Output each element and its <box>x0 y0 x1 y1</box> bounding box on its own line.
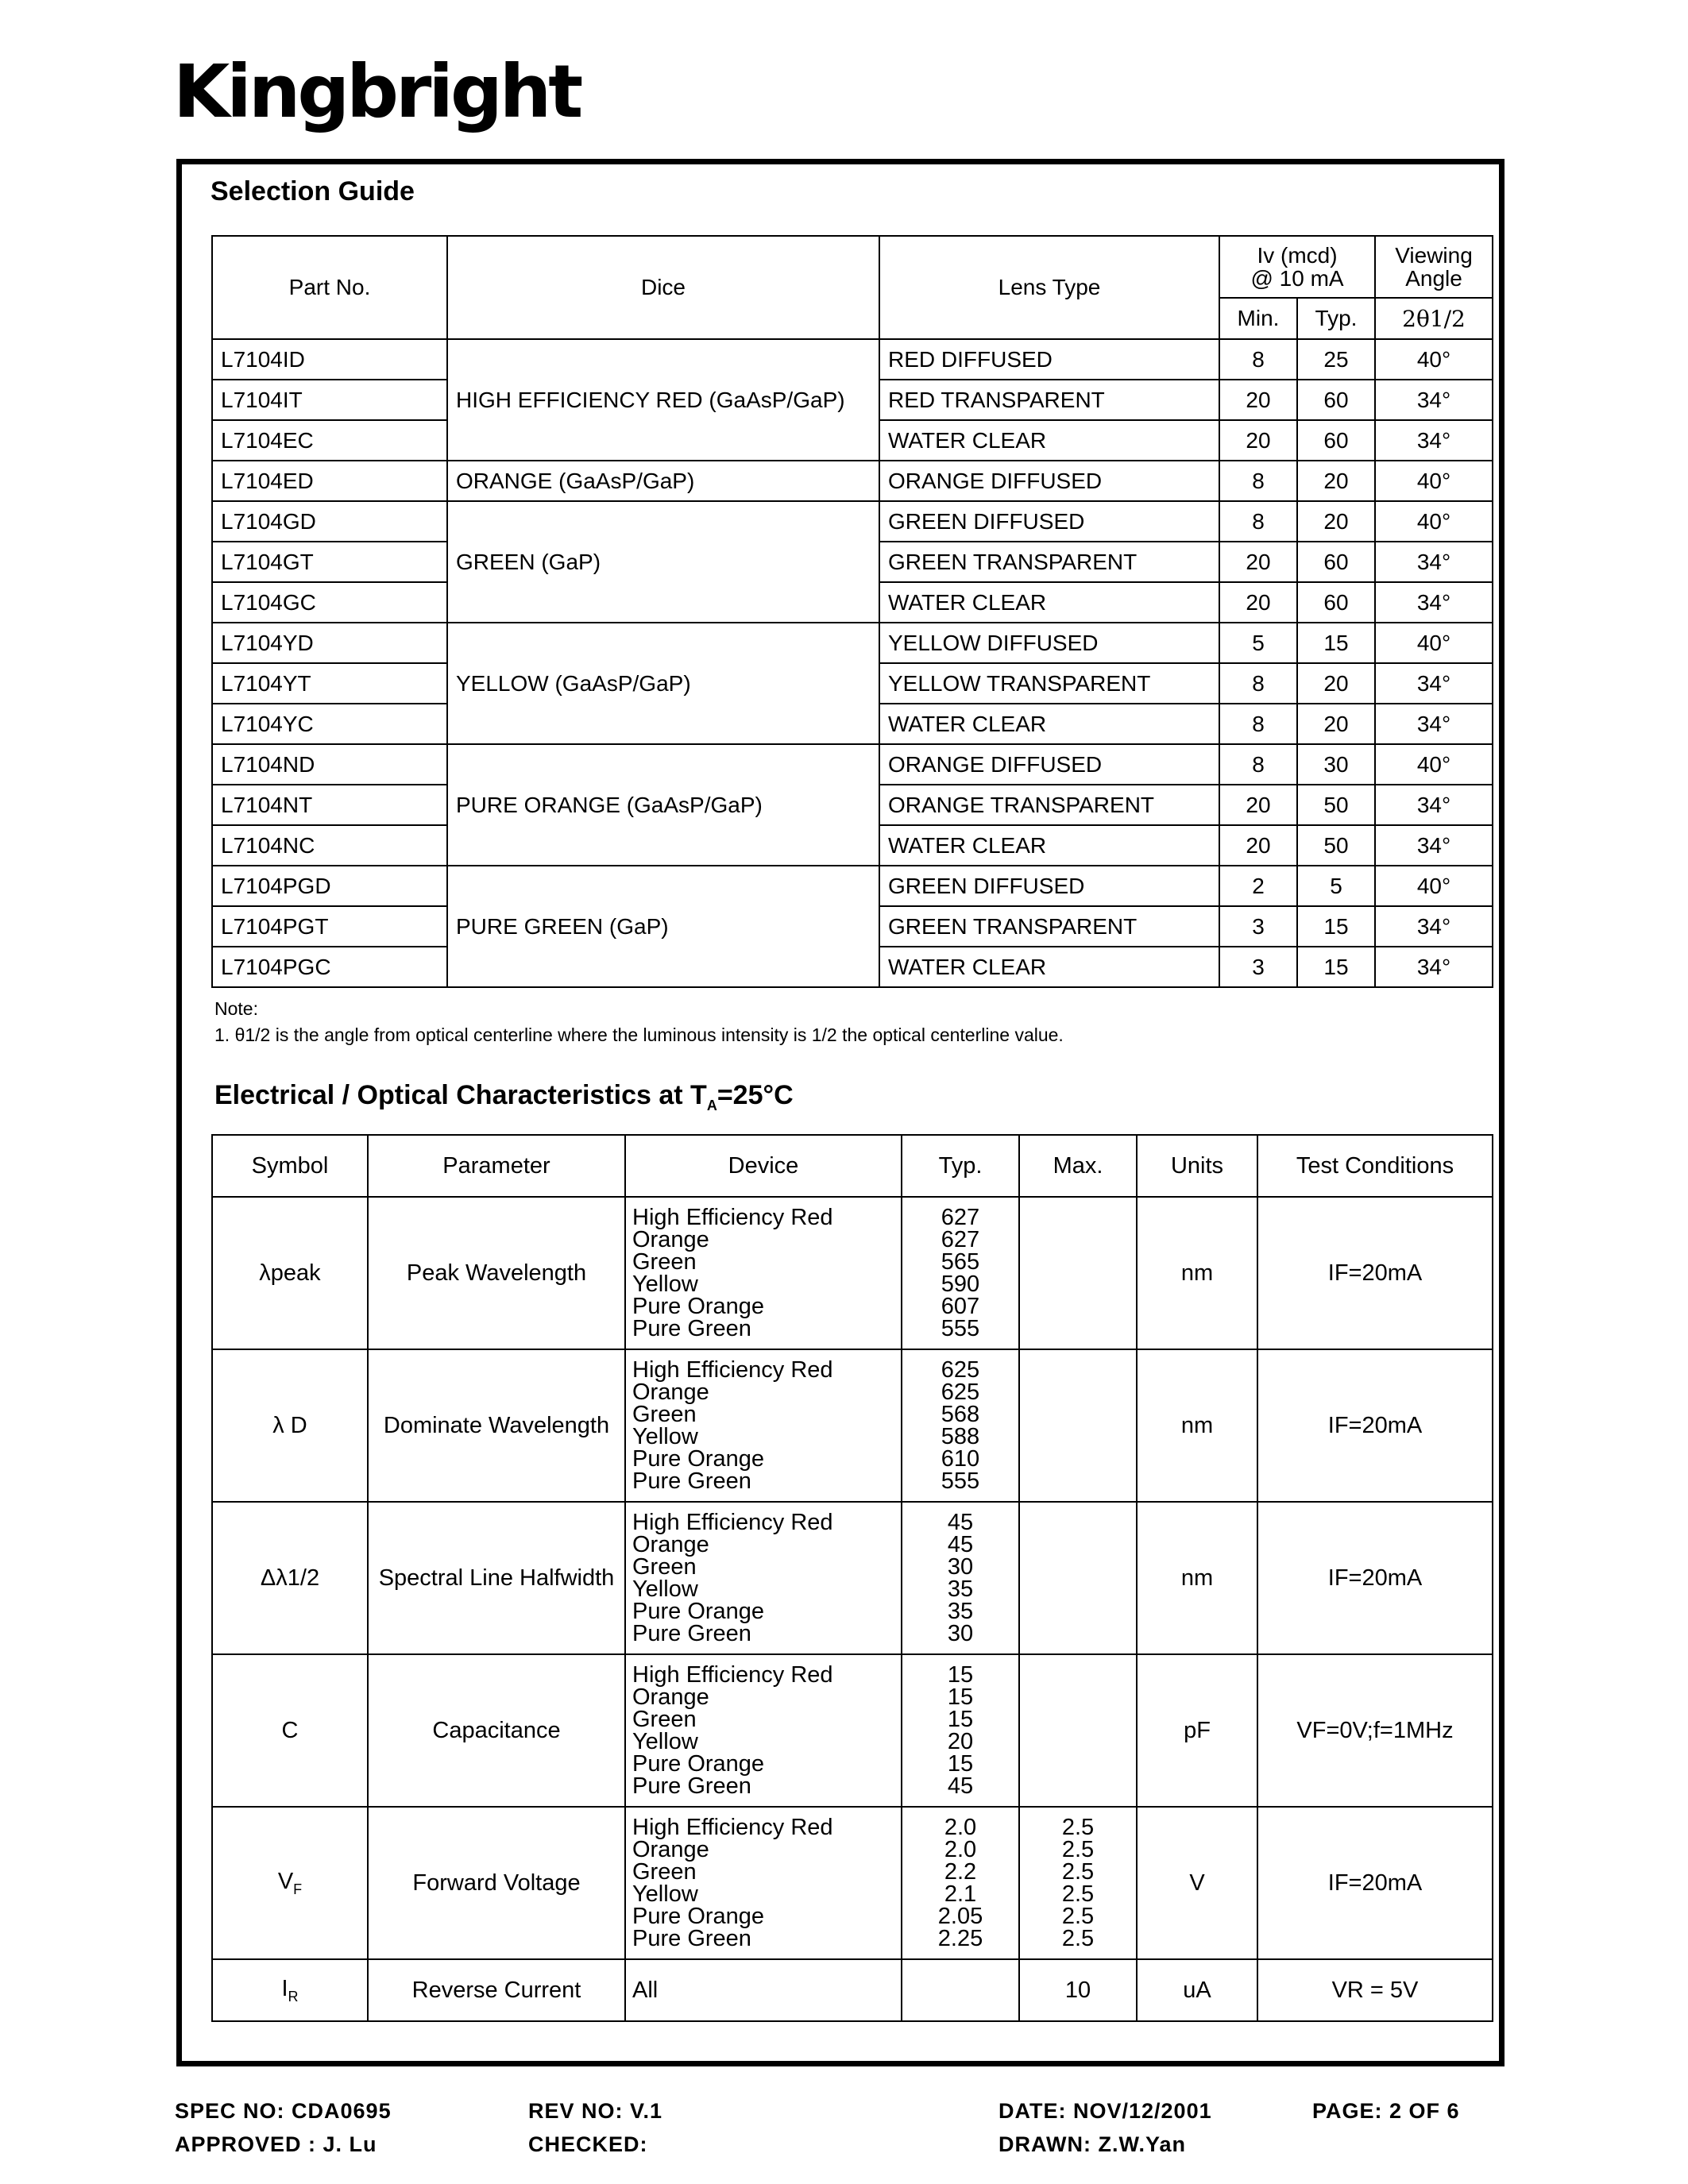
max-cell <box>1019 1807 1137 1959</box>
viewing-angle-cell: 34° <box>1375 420 1493 461</box>
col-device: Device <box>625 1135 902 1197</box>
checked: CHECKED: <box>528 2132 648 2156</box>
lens-type-cell: GREEN TRANSPARENT <box>879 906 1219 947</box>
symbol-cell <box>212 1807 368 1959</box>
parameter-cell: Peak Wavelength <box>368 1197 625 1349</box>
typ-value: 35 <box>947 1599 974 1624</box>
viewing-angle-cell: 34° <box>1375 380 1493 420</box>
viewing-angle-cell: 34° <box>1375 825 1493 866</box>
dice-cell: PURE ORANGE (GaAsP/GaP) <box>447 744 879 866</box>
max-value: 2.5 <box>1061 1859 1095 1885</box>
selection-guide-table <box>211 235 1493 988</box>
units-cell: V <box>1137 1807 1257 1959</box>
device-name: Green <box>632 1402 697 1427</box>
typ-cell <box>902 1349 1019 1502</box>
iv-typ-cell: 15 <box>1297 906 1375 947</box>
test-conditions-cell: VR = 5V <box>1257 1959 1493 2021</box>
table-row <box>212 1502 1493 1654</box>
electrical-title-suffix: =25°C <box>717 1080 794 1110</box>
symbol-cell <box>212 1349 368 1502</box>
test-conditions-cell: IF=20mA <box>1257 1502 1493 1654</box>
typ-cell <box>902 1197 1019 1349</box>
iv-typ-cell: 20 <box>1297 704 1375 744</box>
max-value: 2.5 <box>1061 1815 1095 1840</box>
part-no-cell: L7104YC <box>212 704 447 744</box>
iv-min-cell: 20 <box>1219 825 1297 866</box>
typ-value: 15 <box>947 1707 974 1732</box>
device-name: High Efficiency Red <box>632 1357 833 1383</box>
parameter-cell: Capacitance <box>368 1654 625 1807</box>
typ-value: 625 <box>941 1357 980 1383</box>
max-cell: 10 <box>1019 1959 1137 2021</box>
table-row <box>212 1349 1493 1502</box>
col-iv <box>1219 236 1375 298</box>
lens-type-cell: ORANGE TRANSPARENT <box>879 785 1219 825</box>
symbol-cell <box>212 1502 368 1654</box>
device-cell <box>625 1502 902 1654</box>
iv-min-cell: 20 <box>1219 785 1297 825</box>
part-no-cell: L7104GC <box>212 582 447 623</box>
viewing-angle-cell: 40° <box>1375 623 1493 663</box>
page-number: PAGE: 2 OF 6 <box>1312 2099 1460 2123</box>
part-no-cell: L7104ID <box>212 339 447 380</box>
iv-typ-cell: 50 <box>1297 785 1375 825</box>
symbol-text: λpeak <box>259 1260 321 1286</box>
typ-value: 45 <box>947 1773 974 1799</box>
device-name: Green <box>632 1249 697 1275</box>
col-max: Max. <box>1019 1135 1137 1197</box>
typ-value: 2.0 <box>944 1815 977 1840</box>
iv-min-cell: 8 <box>1219 339 1297 380</box>
dice-cell: GREEN (GaP) <box>447 501 879 623</box>
test-conditions-cell: IF=20mA <box>1257 1349 1493 1502</box>
part-no-cell: L7104IT <box>212 380 447 420</box>
device-name: Orange <box>632 1837 709 1862</box>
typ-value: 2.1 <box>944 1881 977 1907</box>
symbol-cell <box>212 1959 368 2021</box>
lens-type-cell: WATER CLEAR <box>879 420 1219 461</box>
device-name: High Efficiency Red <box>632 1815 833 1840</box>
iv-typ-cell: 15 <box>1297 947 1375 987</box>
lens-type-cell: ORANGE DIFFUSED <box>879 461 1219 501</box>
device-name: Pure Orange <box>632 1294 765 1319</box>
iv-label: Iv (mcd) <box>1257 242 1338 268</box>
part-no-cell: L7104YD <box>212 623 447 663</box>
table-row <box>212 623 1493 663</box>
col-min: Min. <box>1219 298 1297 339</box>
iv-min-cell: 8 <box>1219 744 1297 785</box>
typ-value: 588 <box>941 1424 980 1449</box>
symbol-cell <box>212 1197 368 1349</box>
device-name: Yellow <box>632 1271 698 1297</box>
kingbright-logo: Kingbright <box>173 49 581 134</box>
typ-cell <box>902 1959 1019 2021</box>
typ-value: 555 <box>941 1468 980 1494</box>
parameter-cell: Dominate Wavelength <box>368 1349 625 1502</box>
iv-typ-cell: 15 <box>1297 623 1375 663</box>
iv-min-cell: 8 <box>1219 501 1297 542</box>
device-name: Green <box>632 1707 697 1732</box>
device-name: Pure Green <box>632 1773 751 1799</box>
iv-typ-cell: 60 <box>1297 582 1375 623</box>
device-name: Yellow <box>632 1729 698 1754</box>
lens-type-cell: GREEN TRANSPARENT <box>879 542 1219 582</box>
typ-value: 2.25 <box>937 1926 983 1951</box>
viewing-angle-cell: 40° <box>1375 501 1493 542</box>
viewing-angle-cell: 40° <box>1375 866 1493 906</box>
typ-value: 625 <box>941 1379 980 1405</box>
device-name: Yellow <box>632 1881 698 1907</box>
viewing-angle-cell: 40° <box>1375 744 1493 785</box>
max-cell <box>1019 1197 1137 1349</box>
col-lens-type: Lens Type <box>879 236 1219 339</box>
lens-type-cell: RED DIFFUSED <box>879 339 1219 380</box>
symbol-text: λ D <box>272 1412 307 1438</box>
typ-value: 30 <box>947 1621 974 1646</box>
iv-min-cell: 20 <box>1219 420 1297 461</box>
device-name: Orange <box>632 1227 709 1252</box>
device-name: Pure Green <box>632 1621 751 1646</box>
typ-value: 2.0 <box>944 1837 977 1862</box>
device-name: High Efficiency Red <box>632 1662 833 1688</box>
col-theta: 2θ1/2 <box>1375 298 1493 339</box>
device-name: Pure Green <box>632 1926 751 1951</box>
table-row <box>212 1197 1493 1349</box>
iv-min-cell: 20 <box>1219 542 1297 582</box>
typ-value: 555 <box>941 1316 980 1341</box>
table-row <box>212 1959 1493 2021</box>
symbol-text: V <box>277 1868 294 1894</box>
table-row <box>212 461 1493 501</box>
iv-typ-cell: 20 <box>1297 663 1375 704</box>
typ-value: 30 <box>947 1554 974 1580</box>
dice-cell: YELLOW (GaAsP/GaP) <box>447 623 879 744</box>
part-no-cell: L7104GD <box>212 501 447 542</box>
device-name: High Efficiency Red <box>632 1205 833 1230</box>
part-no-cell: L7104PGT <box>212 906 447 947</box>
dice-cell: ORANGE (GaAsP/GaP) <box>447 461 879 501</box>
device-name: Orange <box>632 1379 709 1405</box>
test-conditions-cell: VF=0V;f=1MHz <box>1257 1654 1493 1807</box>
angle-label: Angle <box>1405 266 1462 291</box>
part-no-cell: L7104NT <box>212 785 447 825</box>
device-name: Green <box>632 1859 697 1885</box>
typ-value: 15 <box>947 1662 974 1688</box>
device-name: Pure Green <box>632 1468 751 1494</box>
lens-type-cell: WATER CLEAR <box>879 582 1219 623</box>
typ-value: 2.2 <box>944 1859 977 1885</box>
device-name: Yellow <box>632 1576 698 1602</box>
parameter-cell: Spectral Line Halfwidth <box>368 1502 625 1654</box>
col-parameter: Parameter <box>368 1135 625 1197</box>
viewing-angle-cell: 34° <box>1375 704 1493 744</box>
viewing-angle-cell: 40° <box>1375 461 1493 501</box>
device-name: Pure Orange <box>632 1446 765 1472</box>
table-row <box>212 501 1493 542</box>
part-no-cell: L7104ED <box>212 461 447 501</box>
selection-guide-title: Selection Guide <box>211 176 415 206</box>
part-no-cell: L7104YT <box>212 663 447 704</box>
electrical-title-prefix: Electrical / Optical Characteristics at T <box>214 1080 707 1110</box>
device-cell <box>625 1654 902 1807</box>
device-cell <box>625 1197 902 1349</box>
iv-typ-cell: 50 <box>1297 825 1375 866</box>
approved: APPROVED : J. Lu <box>175 2132 377 2156</box>
parameter-cell: Forward Voltage <box>368 1807 625 1959</box>
device-name: Yellow <box>632 1424 698 1449</box>
device-name: Orange <box>632 1532 709 1557</box>
lens-type-cell: WATER CLEAR <box>879 704 1219 744</box>
iv-min-cell: 8 <box>1219 704 1297 744</box>
lens-type-cell: RED TRANSPARENT <box>879 380 1219 420</box>
iv-typ-cell: 5 <box>1297 866 1375 906</box>
symbol-cell <box>212 1654 368 1807</box>
symbol-text: C <box>281 1717 299 1743</box>
device-name: Pure Green <box>632 1316 751 1341</box>
col-part-no: Part No. <box>212 236 447 339</box>
typ-cell <box>902 1807 1019 1959</box>
col-test-conditions: Test Conditions <box>1257 1135 1493 1197</box>
part-no-cell: L7104EC <box>212 420 447 461</box>
lens-type-cell: GREEN DIFFUSED <box>879 866 1219 906</box>
iv-typ-cell: 60 <box>1297 542 1375 582</box>
units-cell: uA <box>1137 1959 1257 2021</box>
max-value: 2.5 <box>1061 1837 1095 1862</box>
note-text: 1. θ1/2 is the angle from optical centerline where the luminous intensity is 1/2 the optical centerline value. <box>214 1024 1064 1045</box>
lens-type-cell: YELLOW DIFFUSED <box>879 623 1219 663</box>
iv-min-cell: 2 <box>1219 866 1297 906</box>
typ-value: 15 <box>947 1684 974 1710</box>
iv-min-cell: 8 <box>1219 663 1297 704</box>
parameter-cell: Reverse Current <box>368 1959 625 2021</box>
viewing-angle-cell: 34° <box>1375 542 1493 582</box>
iv-min-cell: 5 <box>1219 623 1297 663</box>
test-conditions-cell: IF=20mA <box>1257 1807 1493 1959</box>
typ-value: 627 <box>941 1205 980 1230</box>
table-row <box>212 1807 1493 1959</box>
typ-cell <box>902 1654 1019 1807</box>
viewing-angle-cell: 34° <box>1375 785 1493 825</box>
viewing-angle-cell: 34° <box>1375 582 1493 623</box>
iv-typ-cell: 30 <box>1297 744 1375 785</box>
lens-type-cell: YELLOW TRANSPARENT <box>879 663 1219 704</box>
device-cell: All <box>625 1959 902 2021</box>
viewing-angle-cell: 40° <box>1375 339 1493 380</box>
viewing-angle-cell: 34° <box>1375 663 1493 704</box>
electrical-title-sub: A <box>706 1097 717 1113</box>
iv-min-cell: 20 <box>1219 582 1297 623</box>
device-name: Pure Orange <box>632 1751 765 1777</box>
viewing-angle-cell: 34° <box>1375 906 1493 947</box>
max-cell <box>1019 1654 1137 1807</box>
max-cell <box>1019 1502 1137 1654</box>
part-no-cell: L7104GT <box>212 542 447 582</box>
viewing-angle-cell: 34° <box>1375 947 1493 987</box>
typ-value: 610 <box>941 1446 980 1472</box>
viewing-label: Viewing <box>1395 242 1473 268</box>
symbol-sub: F <box>293 1881 303 1897</box>
part-no-cell: L7104NC <box>212 825 447 866</box>
iv-min-cell: 20 <box>1219 380 1297 420</box>
iv-typ-cell: 60 <box>1297 420 1375 461</box>
typ-value: 568 <box>941 1402 980 1427</box>
iv-typ-cell: 60 <box>1297 380 1375 420</box>
lens-type-cell: WATER CLEAR <box>879 825 1219 866</box>
max-value: 2.5 <box>1061 1926 1095 1951</box>
dice-cell: HIGH EFFICIENCY RED (GaAsP/GaP) <box>447 339 879 461</box>
iv-condition: @ 10 mA <box>1250 266 1344 291</box>
col-units: Units <box>1137 1135 1257 1197</box>
typ-value: 15 <box>947 1751 974 1777</box>
units-cell: nm <box>1137 1502 1257 1654</box>
spec-no: SPEC NO: CDA0695 <box>175 2099 392 2123</box>
symbol-text: I <box>281 1975 288 2001</box>
col-symbol: Symbol <box>212 1135 368 1197</box>
typ-cell <box>902 1502 1019 1654</box>
max-value: 2.5 <box>1061 1904 1095 1929</box>
note-label: Note: <box>214 998 258 1019</box>
device-name: Green <box>632 1554 697 1580</box>
iv-min-cell: 3 <box>1219 947 1297 987</box>
table-row <box>212 1654 1493 1807</box>
part-no-cell: L7104PGD <box>212 866 447 906</box>
col-viewing-angle <box>1375 236 1493 298</box>
col-dice: Dice <box>447 236 879 339</box>
date: DATE: NOV/12/2001 <box>999 2099 1212 2123</box>
table-row <box>212 744 1493 785</box>
lens-type-cell: GREEN DIFFUSED <box>879 501 1219 542</box>
device-cell <box>625 1349 902 1502</box>
part-no-cell: L7104ND <box>212 744 447 785</box>
iv-typ-cell: 25 <box>1297 339 1375 380</box>
table-row <box>212 866 1493 906</box>
typ-value: 45 <box>947 1532 974 1557</box>
units-cell: nm <box>1137 1197 1257 1349</box>
typ-value: 607 <box>941 1294 980 1319</box>
iv-min-cell: 3 <box>1219 906 1297 947</box>
part-no-cell: L7104PGC <box>212 947 447 987</box>
lens-type-cell: ORANGE DIFFUSED <box>879 744 1219 785</box>
test-conditions-cell: IF=20mA <box>1257 1197 1493 1349</box>
device-name: Orange <box>632 1684 709 1710</box>
typ-value: 35 <box>947 1576 974 1602</box>
col-typ-el: Typ. <box>902 1135 1019 1197</box>
electrical-table <box>211 1134 1493 2022</box>
max-value: 2.5 <box>1061 1881 1095 1907</box>
iv-typ-cell: 20 <box>1297 501 1375 542</box>
typ-value: 2.05 <box>937 1904 983 1929</box>
iv-typ-cell: 20 <box>1297 461 1375 501</box>
typ-value: 20 <box>947 1729 974 1754</box>
symbol-sub: R <box>288 1988 299 2005</box>
typ-value: 565 <box>941 1249 980 1275</box>
device-name: Pure Orange <box>632 1904 765 1929</box>
typ-value: 627 <box>941 1227 980 1252</box>
typ-value: 590 <box>941 1271 980 1297</box>
lens-type-cell: WATER CLEAR <box>879 947 1219 987</box>
typ-value: 45 <box>947 1510 974 1535</box>
max-cell <box>1019 1349 1137 1502</box>
units-cell: pF <box>1137 1654 1257 1807</box>
symbol-text: Δλ1/2 <box>260 1565 320 1591</box>
dice-cell: PURE GREEN (GaP) <box>447 866 879 987</box>
device-cell <box>625 1807 902 1959</box>
col-typ: Typ. <box>1297 298 1375 339</box>
electrical-title <box>214 1080 794 1114</box>
iv-min-cell: 8 <box>1219 461 1297 501</box>
table-row <box>212 339 1493 380</box>
device-name: High Efficiency Red <box>632 1510 833 1535</box>
drawn: DRAWN: Z.W.Yan <box>999 2132 1186 2156</box>
rev-no: REV NO: V.1 <box>528 2099 663 2123</box>
device-name: Pure Orange <box>632 1599 765 1624</box>
units-cell: nm <box>1137 1349 1257 1502</box>
